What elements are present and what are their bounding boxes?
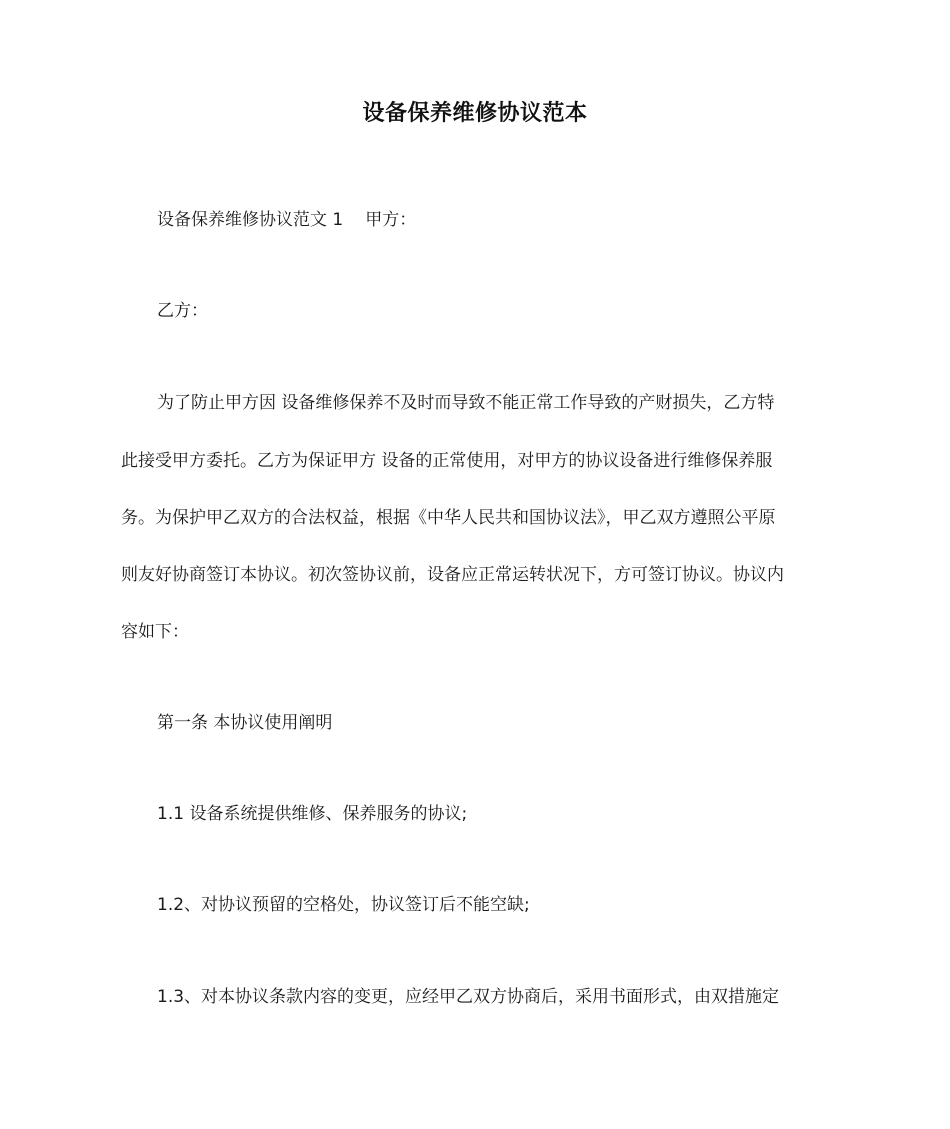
party-a-label: 甲方：	[365, 210, 417, 230]
preamble-line-4: 则友好协商签订本协议。初次签协议前，设备应正常运转状况下，方可签订协议。协议内	[121, 565, 784, 585]
clause-1-1: 1.1 设备系统提供维修、保养服务的协议;	[157, 804, 468, 824]
agreement-number-text: 设备保养维修协议范文 1	[157, 210, 344, 230]
preamble-line-2: 此接受甲方委托。乙方为保证甲方 设备的正常使用，对甲方的协议设备进行维修保养服	[121, 451, 773, 471]
clause-1-3: 1.3、对本协议条款内容的变更，应经甲乙双方协商后，采用书面形式，由双措施定	[157, 987, 780, 1007]
party-b-label: 乙方：	[157, 301, 208, 321]
preamble-line-5: 容如下：	[121, 622, 189, 642]
clause-1-2: 1.2、对协议预留的空格处，协议签订后不能空缺;	[157, 895, 530, 915]
preamble-line-1: 为了防止甲方因 设备维修保养不及时而导致不能正常工作导致的产财损失，乙方特	[157, 393, 775, 413]
heading-line	[157, 208, 416, 232]
document-title: 设备保养维修协议范本	[362, 101, 588, 126]
article-1-heading: 第一条 本协议使用阐明	[157, 713, 333, 733]
preamble-line-3: 务。为保护甲乙双方的合法权益，根据《中华人民共和国协议法》，甲乙双方遵照公平原	[121, 508, 776, 528]
